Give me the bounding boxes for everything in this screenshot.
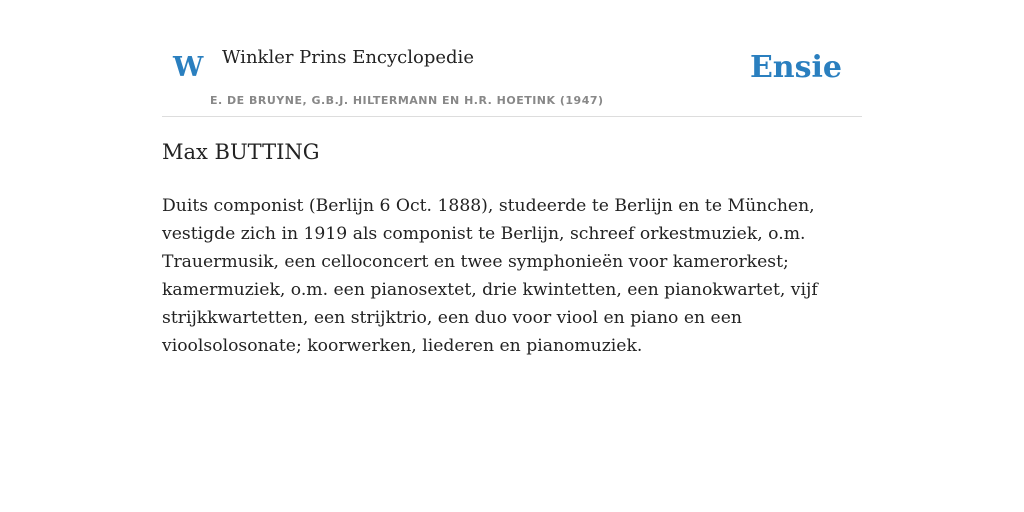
header [162, 36, 862, 117]
brand-logo[interactable]: Ensie [749, 50, 842, 85]
publication-authors: E. DE BRUYNE, G.B.J. HILTERMANN EN H.R. HOETINK (1947) [210, 94, 604, 107]
publication-title[interactable]: Winkler Prins Encyclopedie [222, 47, 474, 68]
entry-body: Duits componist (Berlijn 6 Oct. 1888), studeerde te Berlijn en te München, vestigde zich in 1919 als componist te Berlijn, schreef orkestmuziek, o.m. Trauermusik, een celloconcert en twee symphonieën voor kamerorkest; kamermuziek, o.m. een pianosextet, drie kwintetten, een pianokwartet, vijf strijkkwartetten, een strijktrio, een duo voor viool en piano en een vioolsolosonate; koorwerken, liederen en pianomuziek. [162, 196, 818, 356]
entry-title: Max BUTTING [162, 140, 320, 164]
encyclopedia-logo-icon[interactable]: W [173, 52, 204, 83]
